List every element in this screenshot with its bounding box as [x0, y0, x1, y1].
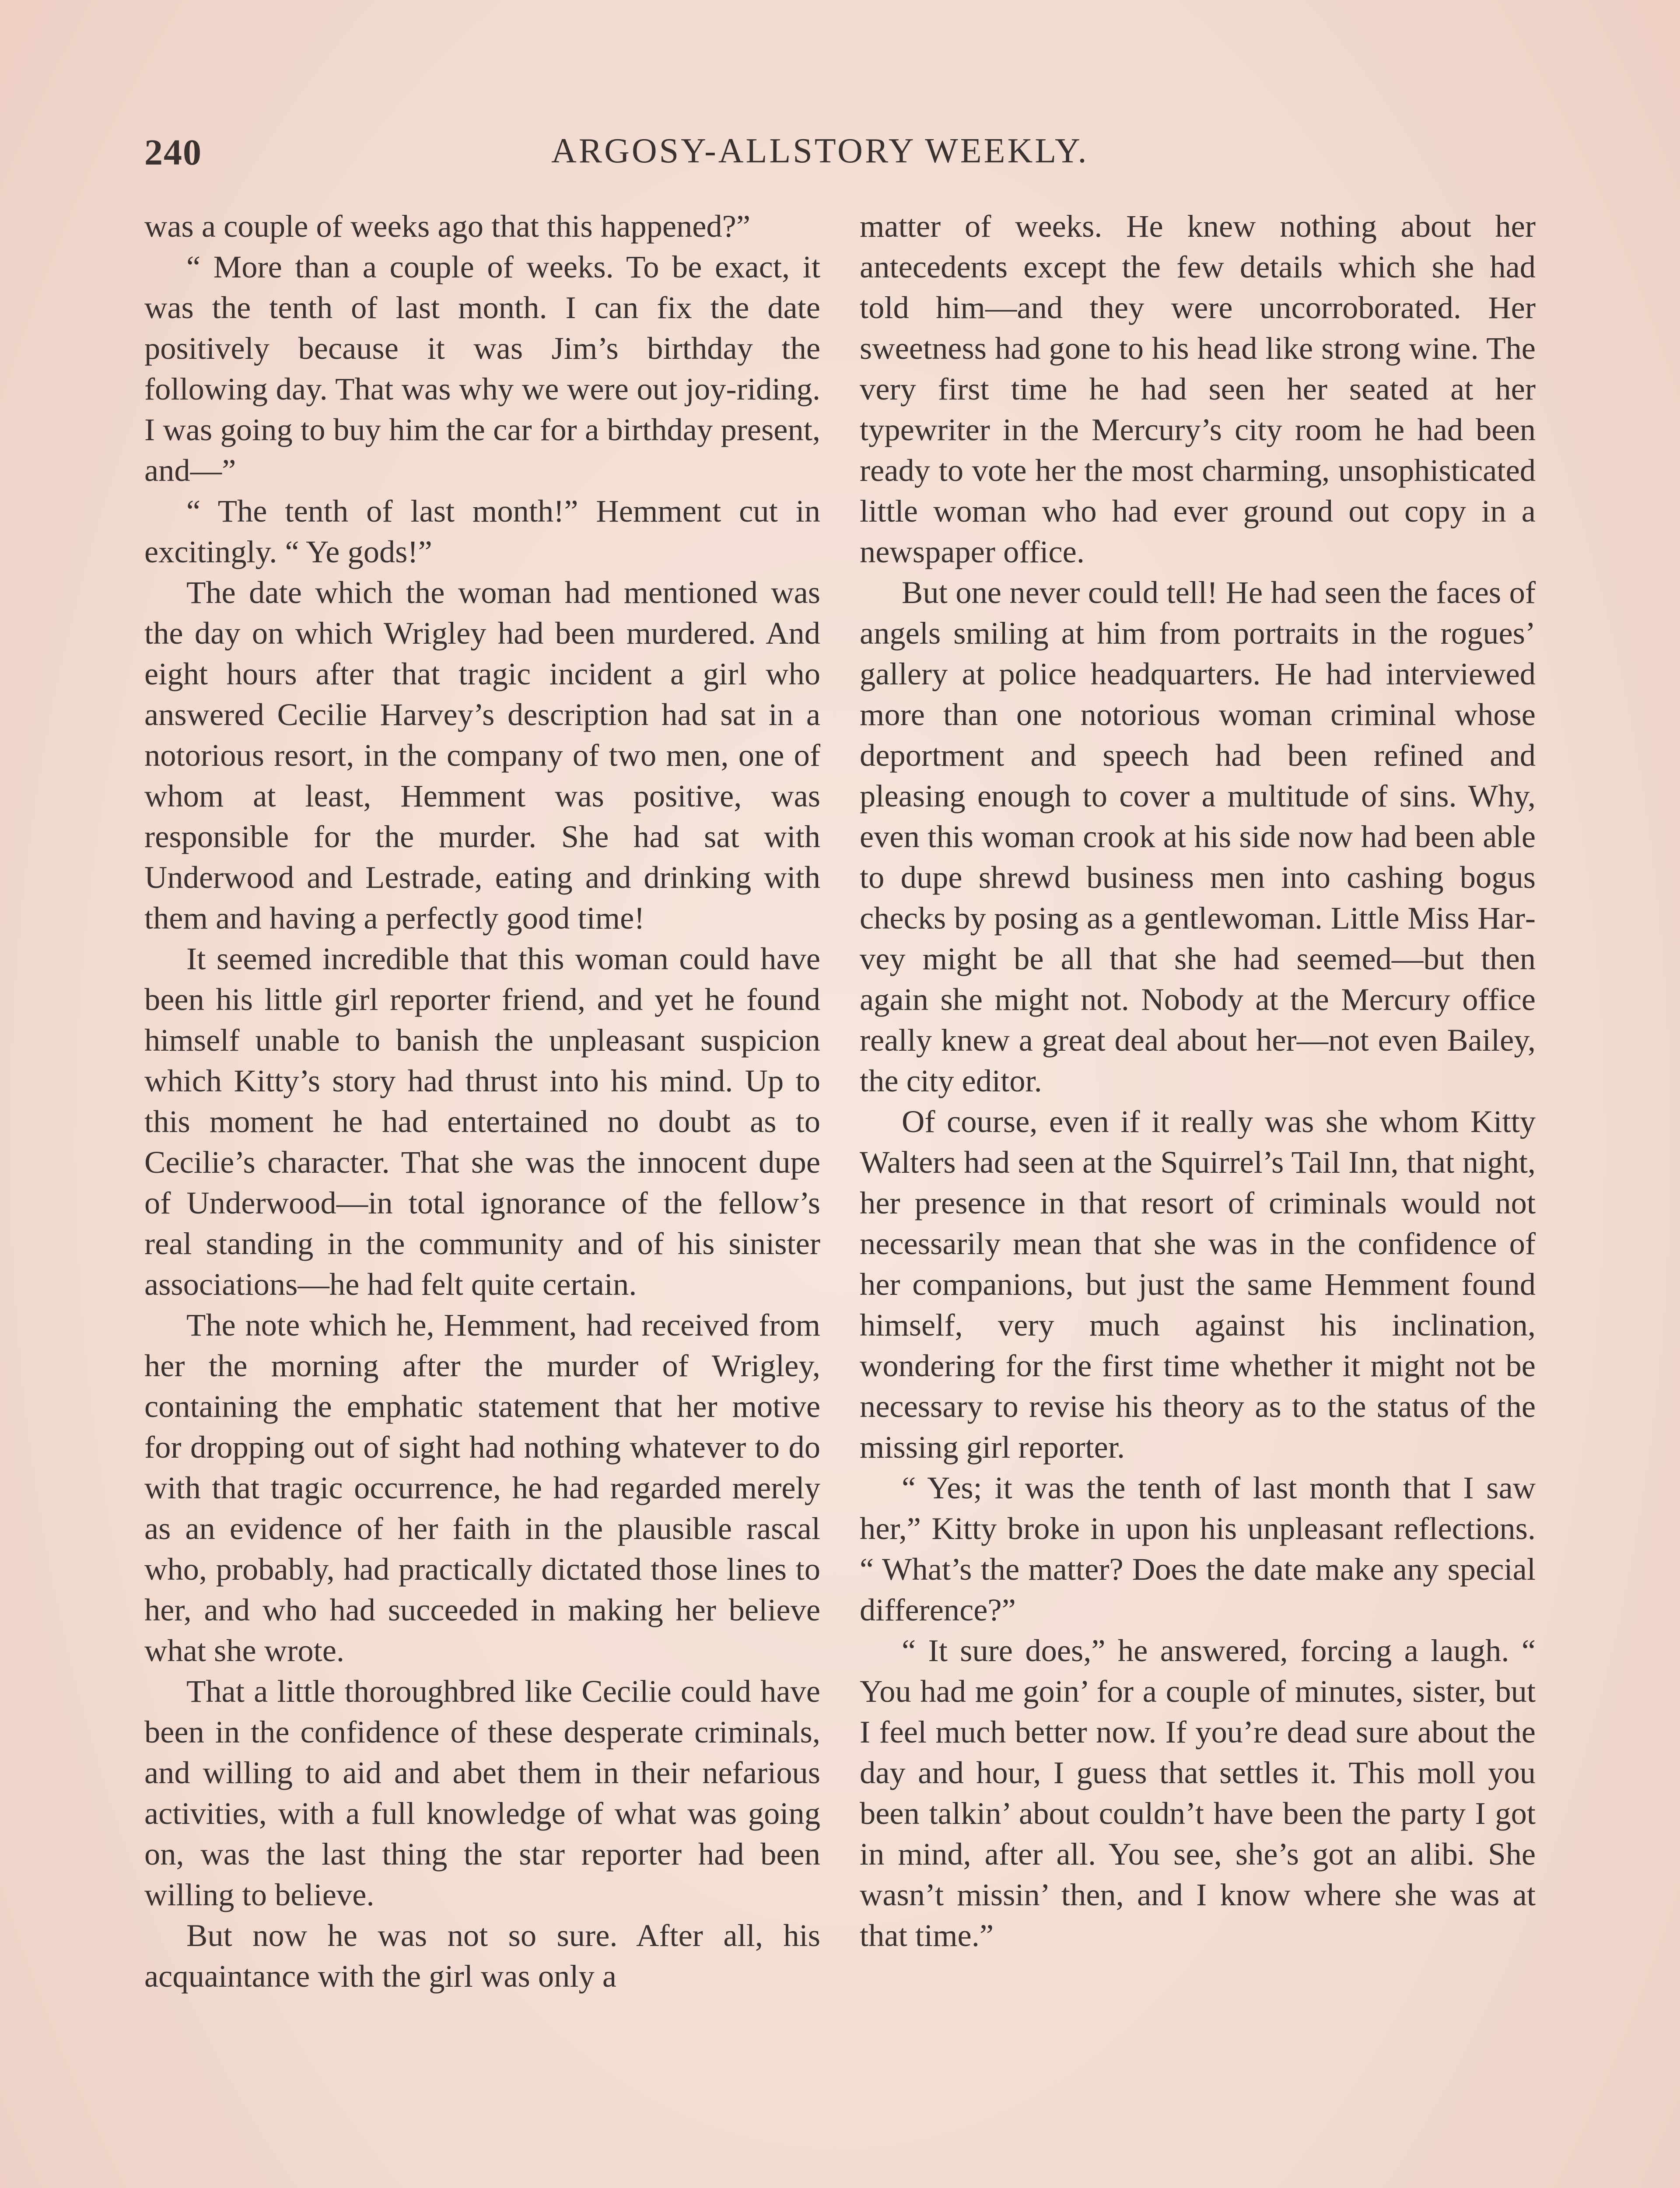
text-columns	[144, 206, 1536, 2188]
paragraph: “ It sure does,” he answered, forcing a laugh. “ You had me goin’ for a couple of minutes, sister, but I feel much better now. If you’re dead sure about the day and hour, I guess that settles it. This moll you been talkin’ about couldn’t have been the party I got in mind, after all. You see, she’s got an alibi. She wasn’t missin’ then, and I know where she was at that time.”	[860, 1633, 1536, 1953]
paragraph: Of course, even if it really was she whom Kitty Walters had seen at the Squirrel’s Tail Inn, that night, her presence in that resort of criminals would not necessarily mean that she was in the confidence of her companions, but just the same Hemment found himself, very much against his inclination, wondering for the first time whether it might not be necessary to revise his theory as to the status of the missing girl reporter.	[860, 1104, 1536, 1465]
page-header	[144, 131, 1544, 179]
paragraph: “ The tenth of last month!” Hemment cut in excitingly. “ Ye gods!”	[144, 493, 820, 569]
running-head: ARGOSY-ALLSTORY WEEKLY.	[551, 132, 1089, 170]
paragraph: The note which he, Hemment, had received from her the morning after the murder of Wrigley, containing the emphatic statement that her motive for dropping out of sight had nothing whatever to do with that tragic occurrence, he had regarded merely as an evidence of her faith in the plausible rascal who, probably, had practically dictated those lines to her, and who had succeeded in making her believe what she wrote.	[144, 1307, 820, 1668]
paragraph: The date which the woman had mentioned was the day on which Wrigley had been murdered. And eight hours after that tragic incident a girl who answered Cecilie Harvey’s description had sat in a notorious resort, in the company of two men, one of whom at least, Hemment was positive, was responsible for the murder. She had sat with Underwood and Lestrade, eating and drinking with them and having a perfectly good time!	[144, 575, 820, 936]
paragraph: But one never could tell! He had seen the faces of angels smiling at him from portraits in the rogues’ gallery at police headquarters. He had interviewed more than one notorious woman criminal whose deportment and speech had been refined and pleasing enough to cover a multitude of sins. Why, even this woman crook at his side now had been able to dupe shrewd business men into cashing bogus checks by posing as a gentlewoman. Little Miss Harvey might be all that she had seemed—but then again she might not. Nobody at the Mercury office really knew a great deal about her—not even Bailey, the city editor.	[860, 575, 1536, 1098]
paragraph: That a little thoroughbred like Cecilie could have been in the confidence of these desperate criminals, and willing to aid and abet them in their nefarious activities, with a full knowledge of what was going on, was the last thing the star reporter had been willing to believe.	[144, 1673, 820, 1912]
right-column	[860, 206, 1536, 1956]
left-column	[144, 206, 820, 1996]
paragraph: “ Yes; it was the tenth of last month that I saw her,” Kitty broke in upon his unpleasant reflections. “ What’s the matter? Does the date make any special difference?”	[860, 1470, 1536, 1627]
page-number: 240	[144, 132, 202, 173]
paragraph: was a couple of weeks ago that this happened?”	[144, 208, 751, 244]
paragraph: It seemed incredible that this woman could have been his little girl reporter friend, and yet he found himself unable to banish the unpleasant suspicion which Kitty’s story had thrust into his mind. Up to this moment he had entertained no doubt as to Cecilie’s character. That she was the innocent dupe of Underwood—in total ignorance of the fellow’s real standing in the community and of his sinister associations—he had felt quite certain.	[144, 941, 820, 1302]
paragraph: “ More than a couple of weeks. To be exact, it was the tenth of last month. I can fix the date positively because it was Jim’s birthday the following day. That was why we were out joy-riding. I was going to buy him the car for a birthday present, and—”	[144, 249, 820, 488]
paragraph: matter of weeks. He knew nothing about her antecedents except the few details which she had told him—and they were uncorroborated. Her sweetness had gone to his head like strong wine. The very first time he had seen her seated at her typewriter in the Mercury’s city room he had been ready to vote her the most charming, unsophisticated little woman who had ever ground out copy in a newspaper office.	[860, 208, 1536, 569]
paragraph: But now he was not so sure. After all, his acquaintance with the girl was only a	[144, 1918, 820, 1994]
